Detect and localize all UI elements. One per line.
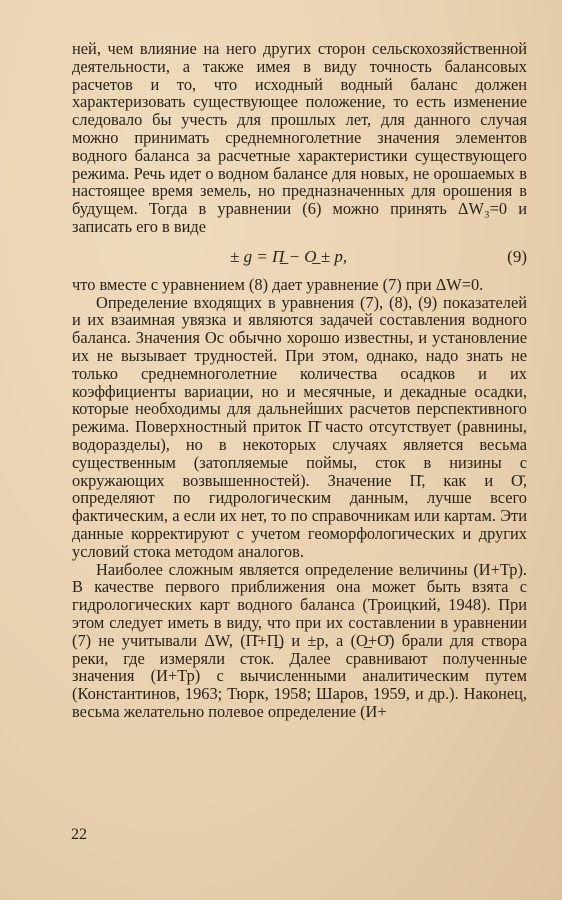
paragraph-2: что вместе с уравнением (8) дает уравнение (7) при ΔW=0. [72, 274, 484, 294]
formula-number: (9) [507, 246, 527, 266]
paragraph-4: Наиболее сложным является определение величины (И+Тр). В качестве первого приближения она может быть взята с гидрологических карт водного баланса (Троицкий, 1948). При этом следует иметь в виду, что при их составлении в уравнении (7) не учитывали ΔW, (П̄+П̲) и ±p, а (О̲+О̄) брали для створа реки, где измеряли сток. Далее сравнивают полученные значения (И+Тр) с вычисленными аналитическим путем (Константинов, 1963; Тюрк, 1958; Шаров, 1959, и др.). Наконец, весьма желательно полевое определение (И+ [72, 559, 527, 721]
page-body [72, 40, 527, 721]
formula-9 [72, 240, 527, 274]
paragraph-1: ней, чем влияние на него других сторон сельскохозяйственной деятельности, а также имея в виду точность балансовых расчетов и то, что исходный водный баланс должен характеризовать существующее положение, то есть изменение следовало бы учесть для прошлых лет, для данного случая можно принимать среднемноголетние значения элементов водного баланса за расчетные характеристики существующего режима. Речь идет о водном балансе для новых, не орошаемых в настоящее время земель, но предназначенных для орошения в будущем. Тогда в уравнении (6) можно принять ΔW₃=0 и записать его в виде [72, 39, 527, 236]
page-number: 22 [71, 826, 87, 843]
formula-expression: ± g = П̲ − О̲ ± p, [230, 246, 348, 266]
paragraph-3: Определение входящих в уравнения (7), (8), (9) показателей и их взаимная увязка и являются задачей составления водного баланса. Значения Ос обычно хорошо известны, и установление их не вызывает трудностей. При этом, однако, надо знать не только среднемноголетние количества осадков и их коэффициенты вариации, но и месячные, и декадные осадки, которые необходимы для дальнейших расчетов перспективного режима. Поверхностный приток П̄ часто отсутствует (равнины, водоразделы), но в некоторых случаях является весьма существенным (затопляемые поймы, сток в низины с окружающих возвышенностей). Значение П̄, как и О̄, определяют по гидрологическим данным, лучше всего фактическим, а если их нет, то по справочникам или картам. Эти данные корректируют с учетом геоморфологических и других условий стока методом аналогов. [72, 292, 527, 561]
